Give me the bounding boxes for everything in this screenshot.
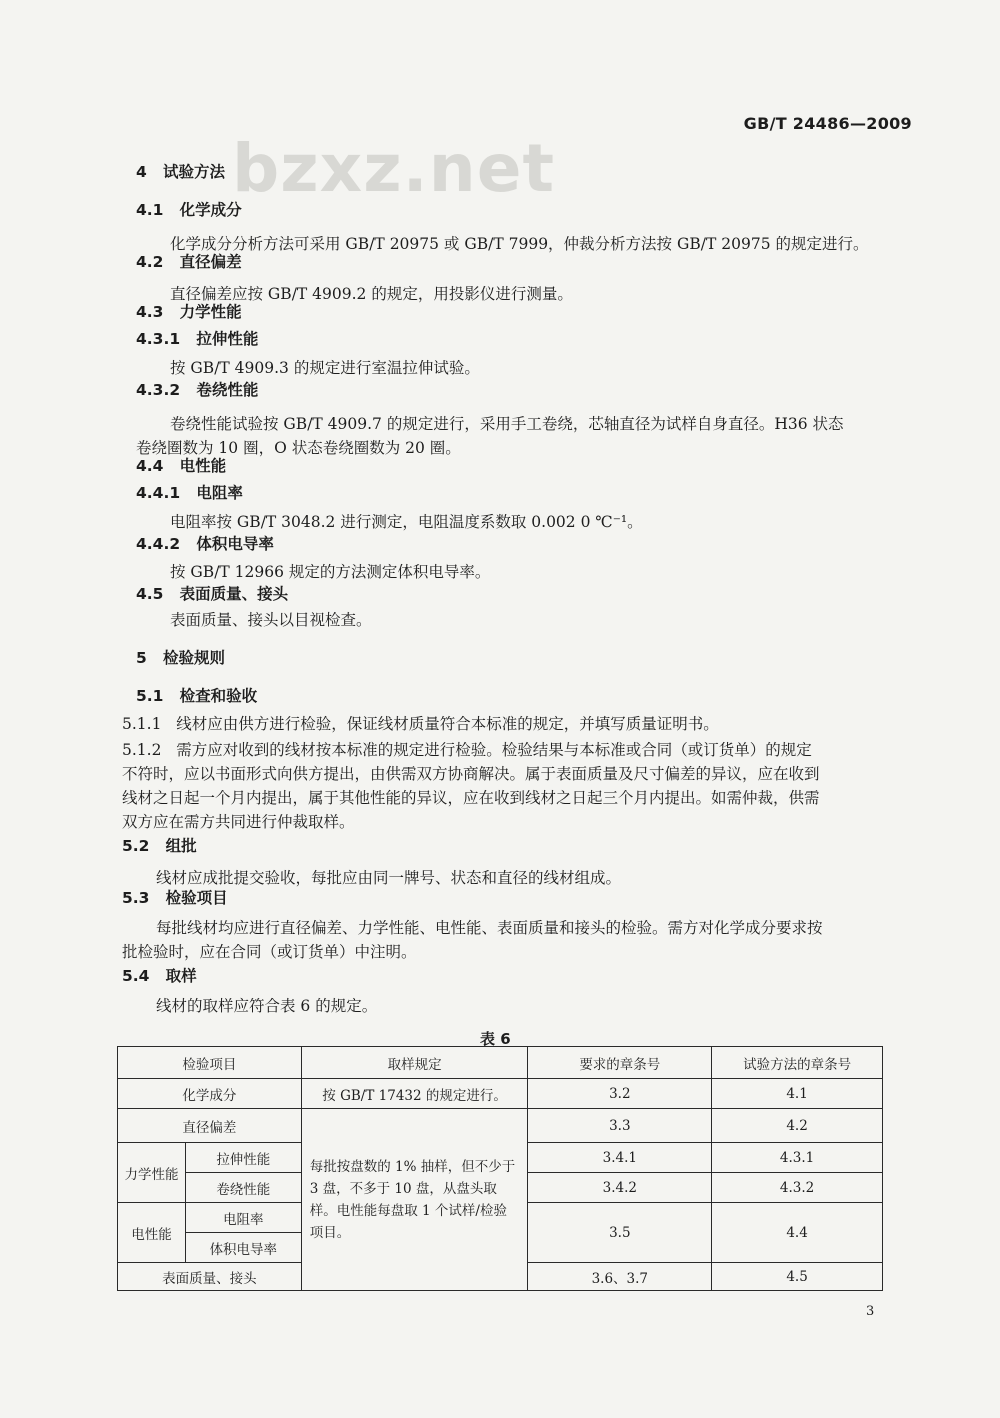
section-number: 4.3.2 xyxy=(136,381,181,399)
section-4-2-text: 直径偏差应按 GB/T 4909.2 的规定，用投影仪进行测量。 xyxy=(170,285,573,303)
section-4-4-1-text: 电阻率按 GB/T 3048.2 进行测定，电阻温度系数取 0.002 0 ℃⁻¹。 xyxy=(170,513,643,531)
section-4-1-text: 化学成分分析方法可采用 GB/T 20975 或 GB/T 7999，仲裁分析方法按 GB/T 20975 的规定进行。 xyxy=(170,235,869,253)
section-5-1-2-line3: 线材之日起一个月内提出，属于其他性能的异议，应在收到线材之日起三个月内提出。如需仲裁，供需 xyxy=(122,789,820,807)
cell-method: 4.3.1 xyxy=(712,1143,883,1173)
header-test-method-clause: 试验方法的章条号 xyxy=(712,1047,883,1079)
section-number: 5.1.2 xyxy=(122,741,162,759)
section-title: 卷绕性能 xyxy=(196,381,259,399)
section-4-3-heading xyxy=(136,302,242,322)
cell-item: 表面质量、接头 xyxy=(118,1263,302,1291)
section-4-heading xyxy=(136,162,225,182)
section-title: 电性能 xyxy=(179,457,227,475)
section-4-4-heading xyxy=(136,456,226,476)
section-title: 组批 xyxy=(165,837,197,855)
header-requirement-clause: 要求的章条号 xyxy=(528,1047,712,1079)
section-5-1-2-line2: 不符时，应以书面形式向供方提出，由供需双方协商解决。属于表面质量及尺寸偏差的异议，应在收到 xyxy=(122,765,820,783)
section-4-5-text: 表面质量、接头以目视检查。 xyxy=(170,611,372,629)
section-number: 5.1.1 xyxy=(122,715,162,733)
section-text: 线材应由供方进行检验，保证线材质量符合本标准的规定，并填写质量证明书。 xyxy=(176,715,719,733)
cell-req: 3.2 xyxy=(528,1079,712,1109)
section-4-4-2-text: 按 GB/T 12966 规定的方法测定体积电导率。 xyxy=(170,563,491,581)
section-number: 5.3 xyxy=(122,889,150,907)
section-4-4-2-heading xyxy=(136,534,274,554)
section-number: 4.1 xyxy=(136,201,164,219)
section-title: 拉伸性能 xyxy=(196,330,259,348)
section-number: 4 xyxy=(136,163,147,181)
section-title: 化学成分 xyxy=(179,201,242,219)
section-title: 试验方法 xyxy=(163,163,226,181)
section-4-1-heading xyxy=(136,200,242,220)
section-5-2-text: 线材应成批提交验收，每批应由同一牌号、状态和直径的线材组成。 xyxy=(156,869,622,887)
section-4-4-1-heading xyxy=(136,483,243,503)
section-number: 4.5 xyxy=(136,585,164,603)
cell-item: 直径偏差 xyxy=(118,1109,302,1143)
section-number: 5 xyxy=(136,649,147,667)
section-5-1-1 xyxy=(122,714,719,734)
cell-sampling-rule: 每批按盘数的 1% 抽样，但不少于 3 盘，不多于 10 盘，从盘头取样。电性能每盘取 1 个试样/检验项目。 xyxy=(301,1109,528,1291)
cell-item: 卷绕性能 xyxy=(185,1173,301,1203)
section-title: 直径偏差 xyxy=(179,253,242,271)
table-header-row xyxy=(118,1047,883,1079)
cell-group-electrical: 电性能 xyxy=(118,1203,186,1263)
cell-req: 3.3 xyxy=(528,1109,712,1143)
watermark: bzxz.net xyxy=(232,130,556,207)
header-sampling-rule: 取样规定 xyxy=(301,1047,528,1079)
section-4-3-2-text-line1: 卷绕性能试验按 GB/T 4909.7 的规定进行，采用手工卷绕，芯轴直径为试样自身直径。H36 状态 xyxy=(170,415,844,433)
section-5-4-heading xyxy=(122,966,197,986)
cell-method: 4.5 xyxy=(712,1263,883,1291)
cell-req: 3.5 xyxy=(528,1203,712,1263)
cell-req: 3.4.1 xyxy=(528,1143,712,1173)
section-5-1-heading xyxy=(136,686,257,706)
header-inspection-item: 检验项目 xyxy=(118,1047,302,1079)
table-row xyxy=(118,1109,883,1143)
section-title: 表面质量、接头 xyxy=(179,585,289,603)
cell-rule: 按 GB/T 17432 的规定进行。 xyxy=(301,1079,528,1109)
cell-req: 3.6、3.7 xyxy=(528,1263,712,1291)
section-5-1-2-line4: 双方应在需方共同进行仲裁取样。 xyxy=(122,813,355,831)
section-number: 4.4.2 xyxy=(136,535,181,553)
section-5-3-text-line1: 每批线材均应进行直径偏差、力学性能、电性能、表面质量和接头的检验。需方对化学成分要求按 xyxy=(156,919,823,937)
section-number: 5.2 xyxy=(122,837,150,855)
section-5-1-2-line1 xyxy=(122,740,812,760)
section-number: 4.4.1 xyxy=(136,484,181,502)
section-4-2-heading xyxy=(136,252,242,272)
section-5-heading xyxy=(136,648,225,668)
section-title: 检验规则 xyxy=(163,649,226,667)
section-number: 4.2 xyxy=(136,253,164,271)
cell-method: 4.3.2 xyxy=(712,1173,883,1203)
page-number: 3 xyxy=(866,1304,875,1319)
cell-item: 电阻率 xyxy=(185,1203,301,1233)
section-title: 电阻率 xyxy=(196,484,243,502)
section-number: 5.4 xyxy=(122,967,150,985)
section-5-4-text: 线材的取样应符合表 6 的规定。 xyxy=(156,997,378,1015)
section-title: 力学性能 xyxy=(179,303,242,321)
table-row xyxy=(118,1079,883,1109)
section-title: 检验项目 xyxy=(165,889,228,907)
cell-item: 体积电导率 xyxy=(185,1233,301,1263)
cell-method: 4.1 xyxy=(712,1079,883,1109)
section-4-3-1-text: 按 GB/T 4909.3 的规定进行室温拉伸试验。 xyxy=(170,359,480,377)
section-5-2-heading xyxy=(122,836,197,856)
table-6-caption: 表 6 xyxy=(480,1030,511,1048)
section-4-3-2-heading xyxy=(136,380,258,400)
cell-group-mechanical: 力学性能 xyxy=(118,1143,186,1203)
section-number: 4.3 xyxy=(136,303,164,321)
section-5-3-text-line2: 批检验时，应在合同（或订货单）中注明。 xyxy=(122,943,417,961)
cell-req: 3.4.2 xyxy=(528,1173,712,1203)
section-4-5-heading xyxy=(136,584,288,604)
section-number: 4.4 xyxy=(136,457,164,475)
section-4-3-1-heading xyxy=(136,329,258,349)
cell-item: 化学成分 xyxy=(118,1079,302,1109)
section-text: 需方应对收到的线材按本标准的规定进行检验。检验结果与本标准或合同（或订货单）的规定 xyxy=(176,741,812,759)
standard-code: GB/T 24486—2009 xyxy=(743,114,912,133)
section-title: 检查和验收 xyxy=(179,687,258,705)
section-title: 取样 xyxy=(165,967,197,985)
section-4-3-2-text-line2: 卷绕圈数为 10 圈，O 状态卷绕圈数为 20 圈。 xyxy=(136,439,461,457)
section-5-3-heading xyxy=(122,888,228,908)
section-number: 4.3.1 xyxy=(136,330,181,348)
cell-item: 拉伸性能 xyxy=(185,1143,301,1173)
cell-method: 4.4 xyxy=(712,1203,883,1263)
table-6 xyxy=(117,1046,883,1291)
cell-method: 4.2 xyxy=(712,1109,883,1143)
section-title: 体积电导率 xyxy=(196,535,274,553)
section-number: 5.1 xyxy=(136,687,164,705)
